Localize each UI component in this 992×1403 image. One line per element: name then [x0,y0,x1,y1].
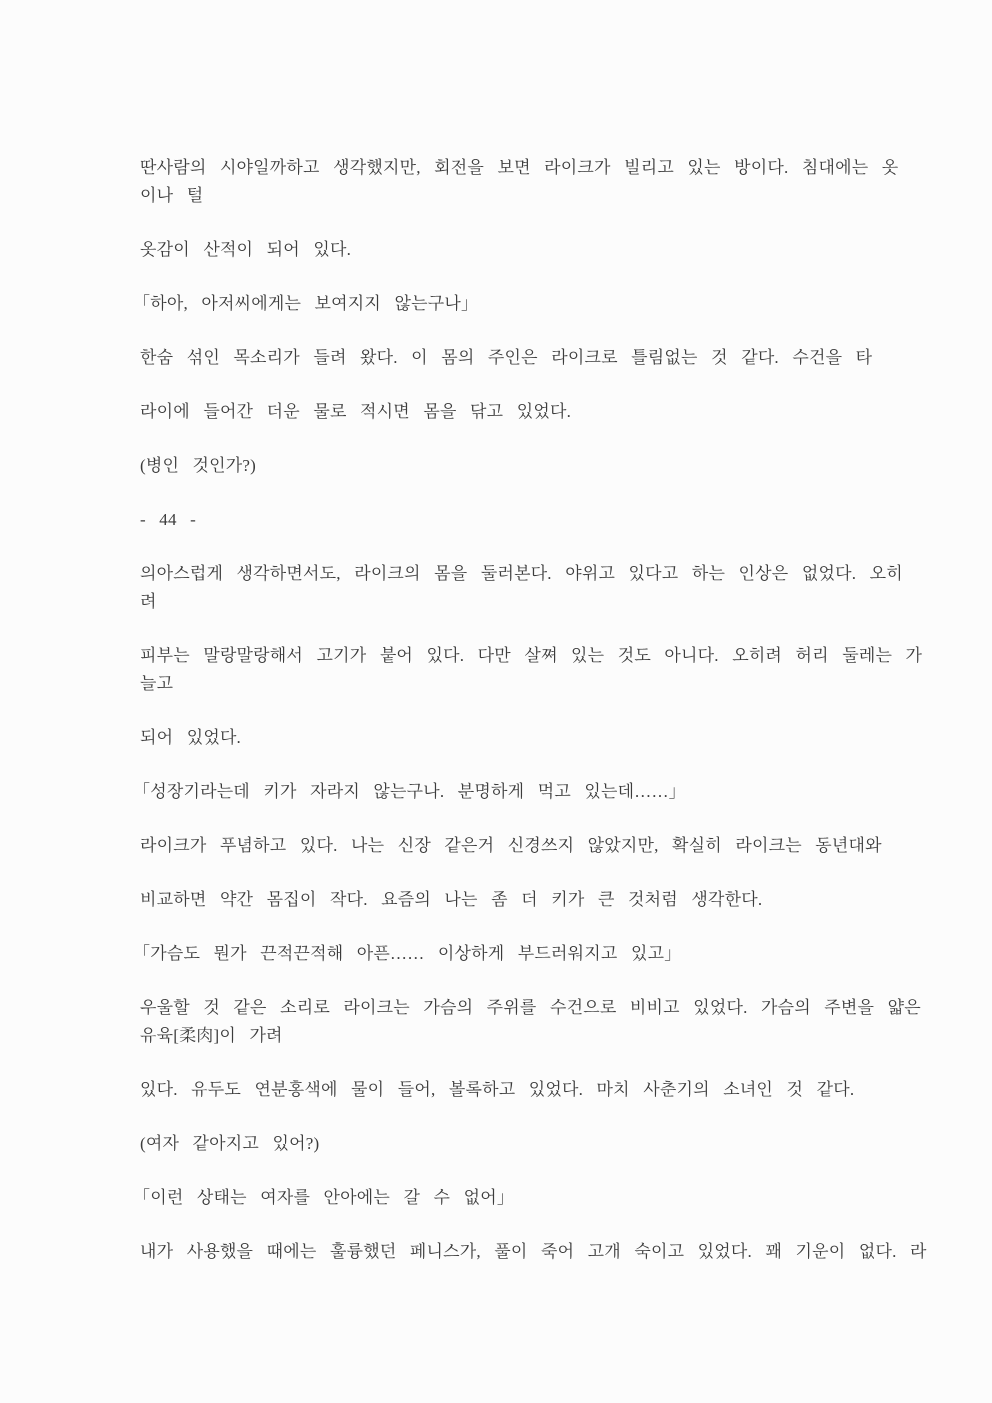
dialogue-paragraph [133,1184,882,1212]
text-line: 라이에 들어간 더운 물로 적시면 몸을 닦고 있었다. [140,402,572,421]
text-line: 늘고 [140,674,174,693]
page-number [140,506,882,534]
body-paragraph [140,344,882,372]
body-paragraph [140,398,882,426]
text-line: (병인 것인가?) [140,456,257,475]
text-line: 「가슴도 뭔가 끈적끈적해 아픈…… 이상하게 부드러워지고 있고」 [133,944,682,963]
text-line: 「하아, 아저씨에게는 보여지지 않는구나」 [133,294,479,313]
text-line: 이나 털 [140,186,204,205]
body-paragraph [140,560,903,616]
text-line: 「이런 상태는 여자를 안아에는 갈 수 없어」 [133,1188,515,1207]
text-line: 한숨 섞인 목소리가 들려 왔다. 이 몸의 주인은 라이크로 틀림없는 것 같다. 수건을 타 [140,348,873,367]
text-line: 「성장기라는데 키가 자라지 않는구나. 분명하게 먹고 있는데……」 [133,782,686,801]
text-line: 내가 사용했을 때에는 훌륭했던 페니스가, 풀이 죽어 고개 숙이고 있었다. 꽤 기운이 없다. 라 [140,1242,927,1261]
dialogue-paragraph [133,940,882,968]
text-line: 딴사람의 시야일까하고 생각했지만, 회전을 보면 라이크가 빌리고 있는 방이다. 침대에는 옷 [140,158,899,177]
body-paragraph [140,832,882,860]
body-paragraph [140,1238,927,1266]
text-line: 있다. 유두도 연분홍색에 물이 들어, 볼록하고 있었다. 마치 사춘기의 소녀인 것 같다. [140,1080,855,1099]
text-line: 유육[柔肉]이 가려 [140,1026,283,1045]
text-line: - 44 - [140,510,197,529]
body-paragraph [140,642,923,698]
text-line: 피부는 말랑말랑해서 고기가 붙어 있다. 다만 살쪄 있는 것도 아니다. 오히려 허리 둘레는 가 [140,646,923,665]
text-line: 옷감이 산적이 되어 있다. [140,240,352,259]
text-line: (여자 같아지고 있어?) [140,1134,320,1153]
body-paragraph [140,886,882,914]
text-line: 비교하면 약간 몸집이 작다. 요즘의 나는 좀 더 키가 큰 것처럼 생각한다. [140,890,763,909]
body-paragraph [140,154,899,210]
text-body [133,154,927,1266]
text-line: 의아스럽게 생각하면서도, 라이크의 몸을 둘러본다. 야위고 있다고 하는 인상은 없었다. 오히 [140,564,903,583]
text-line: 라이크가 푸념하고 있다. 나는 신장 같은거 신경쓰지 않았지만, 확실히 라이크는 동년대와 [140,836,882,855]
text-line: 려 [140,592,157,611]
text-line: 되어 있었다. [140,728,242,747]
body-paragraph [140,724,882,752]
dialogue-paragraph [133,290,882,318]
thought-paragraph [140,1130,882,1158]
body-paragraph [140,236,882,264]
thought-paragraph [140,452,882,480]
text-line: 우울할 것 같은 소리로 라이크는 가슴의 주위를 수건으로 비비고 있었다. 가슴의 주변을 얇은 [140,998,921,1017]
dialogue-paragraph [133,778,882,806]
body-paragraph [140,994,921,1050]
body-paragraph [140,1076,882,1104]
